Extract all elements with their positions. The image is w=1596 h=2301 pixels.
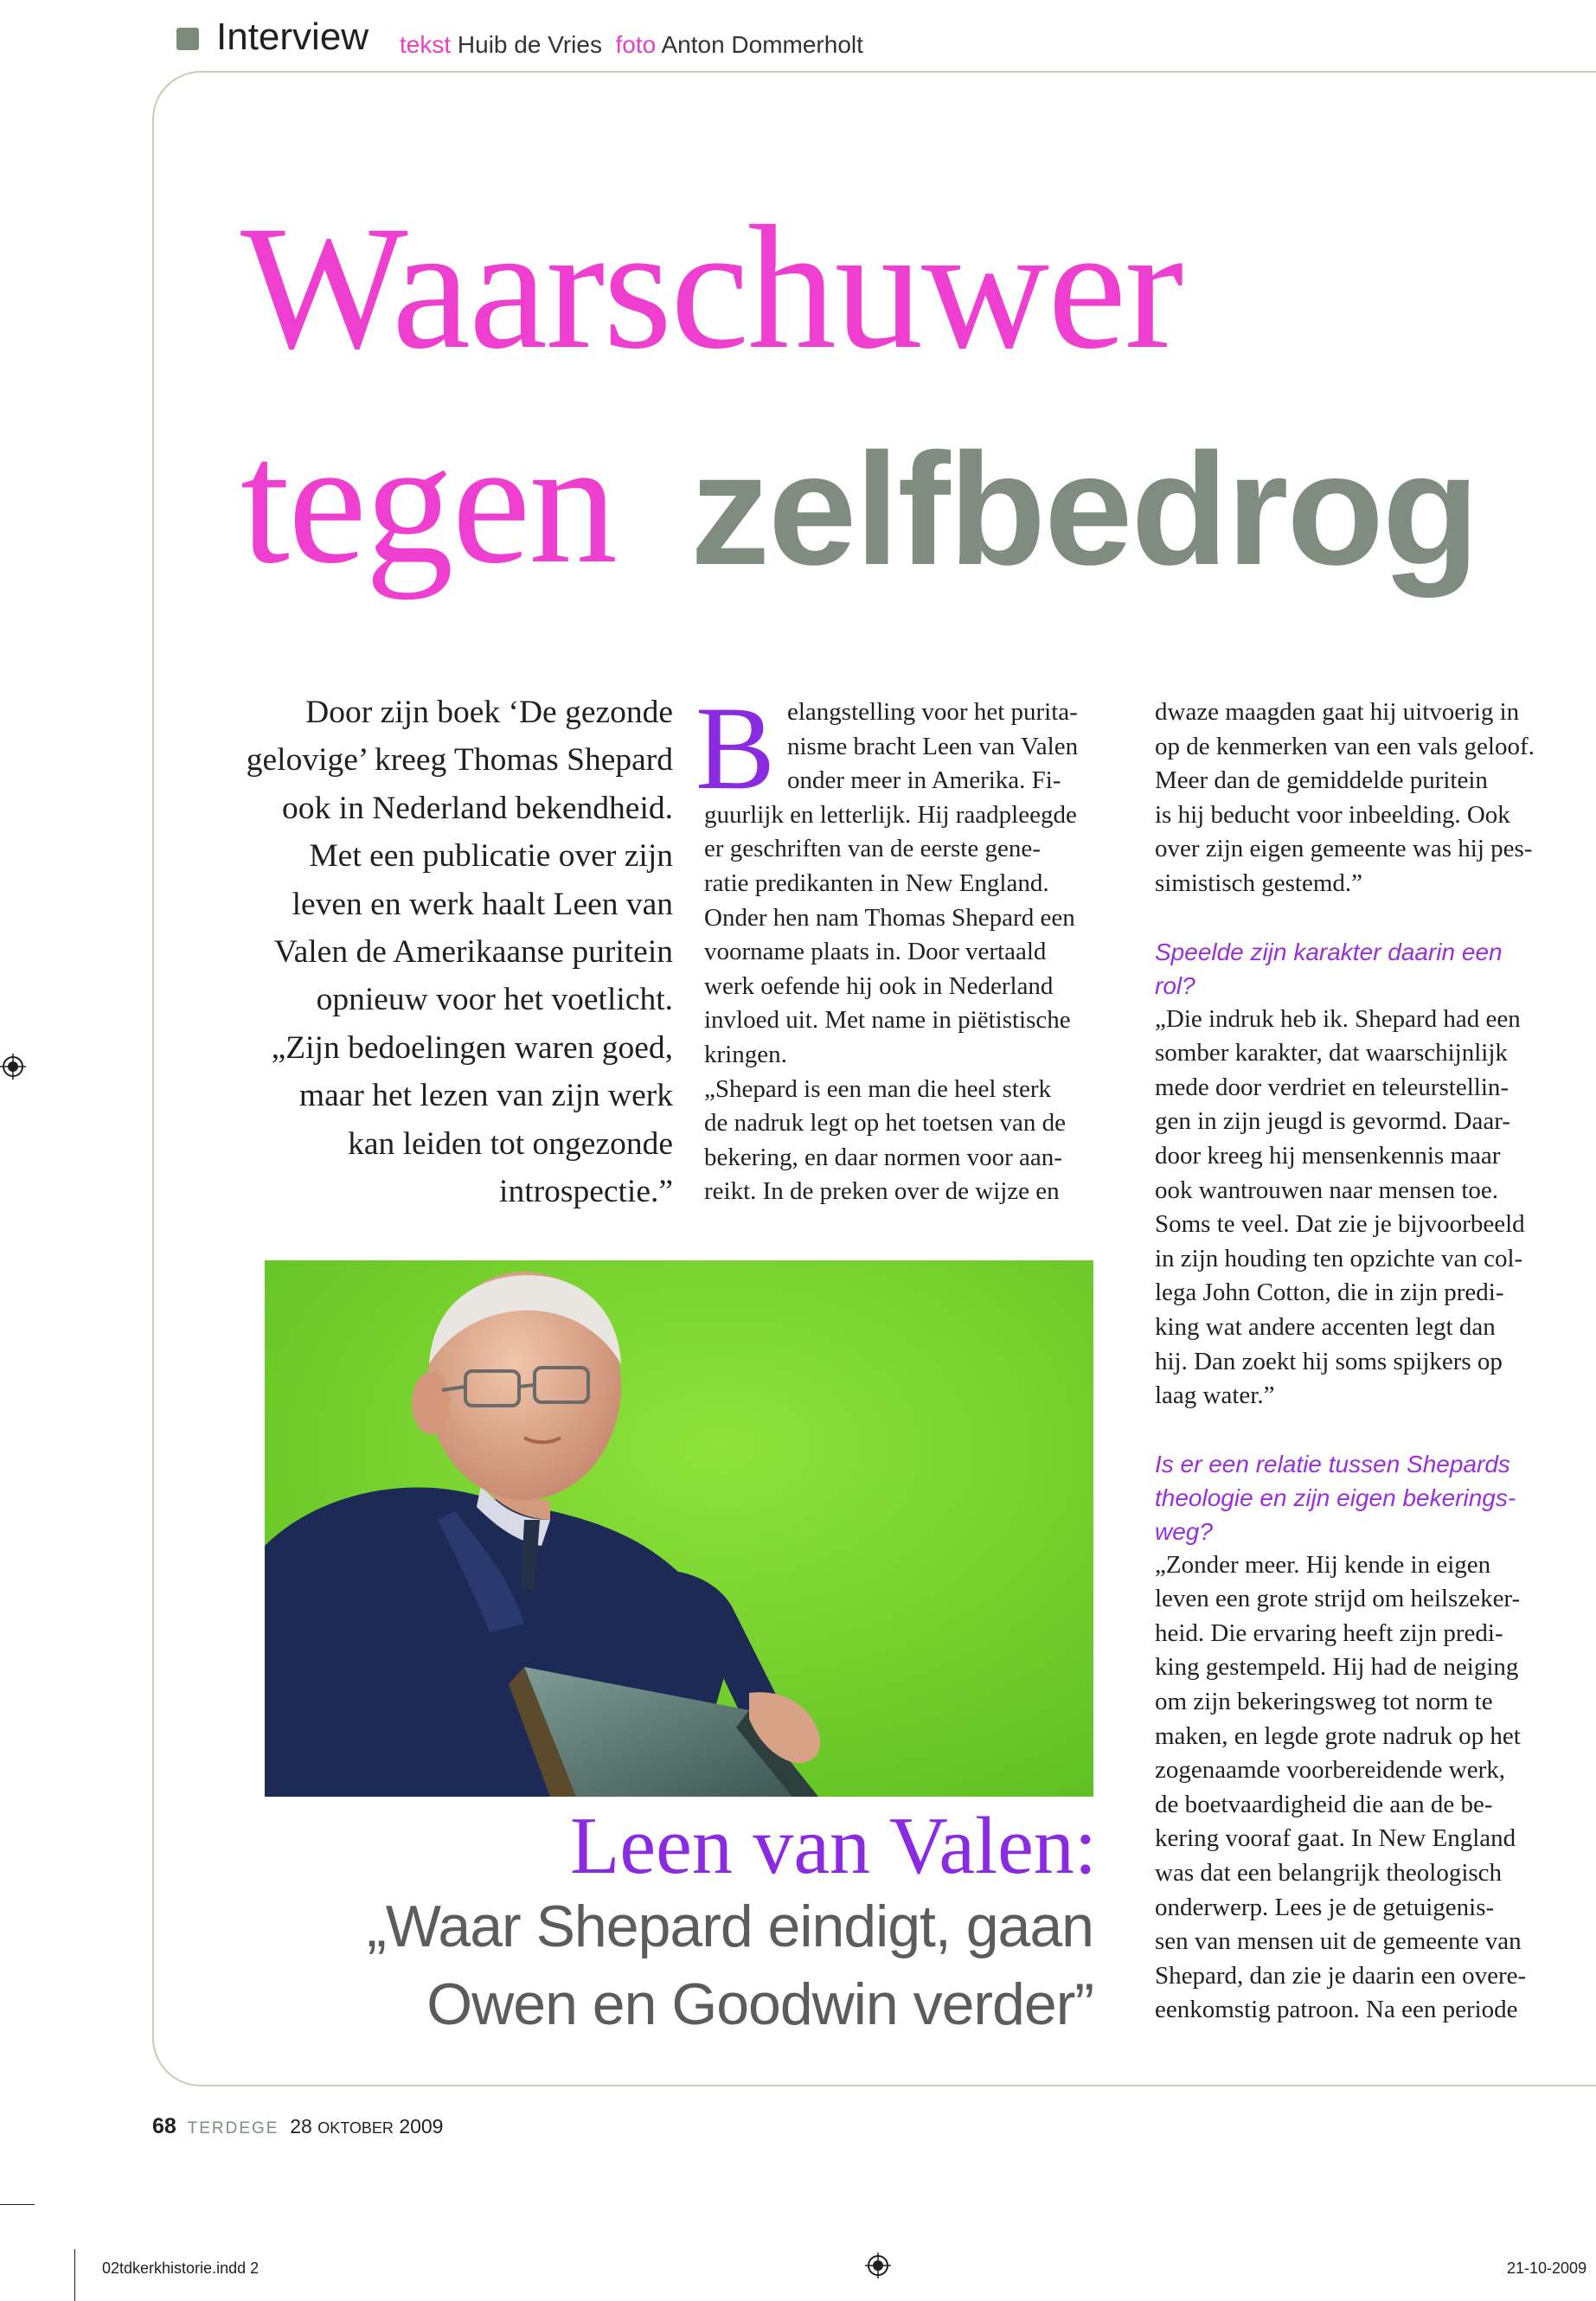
body-line: was dat een belangrijk theologisch bbox=[1155, 1859, 1503, 1888]
body-line: ook wantrouwen naar mensen toe. bbox=[1155, 1176, 1499, 1204]
intro-line: gelovige’ kreeg Thomas Shepard bbox=[246, 742, 673, 779]
body-line: bekering, en daar normen voor aan- bbox=[704, 1143, 1062, 1171]
body-line: door kreeg hij mensenkennis maar bbox=[1155, 1141, 1501, 1170]
body-line: kringen. bbox=[704, 1040, 787, 1068]
section-label: Interview bbox=[216, 16, 369, 58]
body-line: is hij beducht voor inbeelding. Ook bbox=[1155, 800, 1510, 829]
interview-question: rol? bbox=[1155, 971, 1195, 999]
registration-mark-icon bbox=[865, 2253, 891, 2279]
caption-name: Leen van Valen: bbox=[569, 1801, 1097, 1891]
body-line: heid. Die ervaring heeft zijn predi- bbox=[1155, 1618, 1503, 1647]
headline-line-2a: tegen bbox=[240, 404, 616, 600]
body-line: Shepard, dan zie je daarin een overe- bbox=[1155, 1961, 1527, 1990]
intro-line: ook in Nederland bekendheid. bbox=[282, 790, 673, 826]
body-line: simistisch gestemd.” bbox=[1155, 868, 1363, 897]
body-line: om zijn bekeringsweg tot norm te bbox=[1155, 1688, 1493, 1716]
body-line: invloed uit. Met name in piëtistische bbox=[704, 1006, 1071, 1035]
photo-credit-label: foto bbox=[615, 31, 657, 58]
body-line: Meer dan de gemiddelde puritein bbox=[1155, 766, 1488, 795]
intro-line: Met een publicatie over zijn bbox=[309, 838, 673, 875]
body-column-2 bbox=[695, 682, 1125, 1209]
date-day: 28 bbox=[290, 2115, 312, 2138]
page-footer bbox=[152, 2114, 443, 2139]
body-line: sen van mensen uit de gemeente van bbox=[1155, 1927, 1522, 1956]
intro-line: Door zijn boek ‘De gezonde bbox=[305, 695, 673, 730]
body-line: de nadruk legt op het toetsen van de bbox=[704, 1109, 1066, 1138]
intro-line: kan leiden tot ongezonde bbox=[348, 1125, 673, 1162]
body-line: onderwerp. Lees je de getuigenis- bbox=[1155, 1893, 1495, 1921]
interview-question: weg? bbox=[1155, 1517, 1213, 1545]
magazine-name: TERDEGE bbox=[187, 2119, 279, 2138]
caption-quote-line-1: „Waar Shepard eindigt, gaan bbox=[367, 1894, 1093, 1959]
body-line: ratie predikanten in New England. bbox=[704, 868, 1049, 897]
body-line: leven een grote strijd om heilszeker- bbox=[1155, 1585, 1521, 1613]
headline-line-1: Waarschuwer bbox=[240, 189, 1183, 386]
body-line: Soms te veel. Dat zie je bijvoorbeeld bbox=[1155, 1210, 1525, 1239]
slug-filename: 02tdkerkhistorie.indd 2 bbox=[102, 2259, 260, 2277]
body-line: dwaze maagden gaat hij uitvoerig in bbox=[1155, 698, 1520, 726]
body-line: lega John Cotton, die in zijn predi- bbox=[1155, 1279, 1504, 1307]
interview-question: Speelde zijn karakter daarin een bbox=[1155, 938, 1503, 965]
body-line: „Die indruk heb ik. Shepard had een bbox=[1155, 1004, 1521, 1033]
interview-question: Is er een relatie tussen Shepards bbox=[1155, 1450, 1510, 1477]
trim-mark bbox=[74, 2249, 75, 2301]
intro-paragraph bbox=[199, 689, 673, 1215]
interview-question: theologie en zijn eigen bekerings- bbox=[1155, 1484, 1516, 1511]
body-line: hij. Dan zoekt hij soms spijkers op bbox=[1155, 1347, 1503, 1375]
body-line: kering vooraf gaat. In New England bbox=[1155, 1824, 1516, 1853]
intro-line: introspectie.” bbox=[499, 1174, 673, 1210]
body-line: eenkomstig patroon. Na een periode bbox=[1155, 1996, 1518, 2024]
text-credit-label: tekst bbox=[400, 31, 452, 58]
body-column-3 bbox=[1155, 695, 1579, 2028]
intro-line: maar het lezen van zijn werk bbox=[298, 1078, 673, 1114]
date-year: 2009 bbox=[399, 2115, 444, 2138]
body-line: „Shepard is een man die heel sterk bbox=[704, 1074, 1052, 1103]
body-line: „Zonder meer. Hij kende in eigen bbox=[1155, 1550, 1491, 1579]
intro-line: leven en werk haalt Leen van bbox=[292, 886, 673, 922]
body-line: Onder hen nam Thomas Shepard een bbox=[704, 903, 1075, 932]
body-line: onder meer in Amerika. Fi- bbox=[787, 766, 1061, 795]
body-line: elangstelling voor het purita- bbox=[787, 698, 1078, 726]
body-line: gen in zijn jeugd is gevormd. Daar- bbox=[1155, 1107, 1510, 1136]
caption-quote-line-2: Owen en Goodwin verder” bbox=[426, 1971, 1093, 2037]
body-line: maken, en legde grote nadruk op het bbox=[1155, 1721, 1521, 1750]
body-line: over zijn eigen gemeente was hij pes- bbox=[1155, 835, 1533, 863]
body-line: reikt. In de preken over de wijze en bbox=[704, 1177, 1060, 1206]
body-line: er geschriften van de eerste gene- bbox=[704, 835, 1041, 863]
body-line: somber karakter, dat waarschijnlijk bbox=[1155, 1039, 1508, 1067]
body-line: op de kenmerken van een vals geloof. bbox=[1155, 732, 1535, 760]
credits bbox=[400, 31, 863, 59]
date-month: OKTOBER bbox=[317, 2119, 394, 2137]
headline-line-2b: zelfbedrog bbox=[690, 420, 1478, 598]
body-line: guurlijk en letterlijk. Hij raadpleegde bbox=[704, 800, 1077, 829]
registration-mark-icon bbox=[0, 1054, 26, 1080]
portrait-photo bbox=[265, 1260, 1093, 1797]
trim-mark bbox=[0, 2204, 35, 2205]
intro-line: opnieuw voor het voetlicht. bbox=[316, 982, 673, 1018]
body-line: king wat andere accenten legt dan bbox=[1155, 1312, 1496, 1341]
author-name: Huib de Vries bbox=[457, 31, 602, 58]
body-line: de boetvaardigheid die aan de be- bbox=[1155, 1790, 1493, 1818]
intro-line: Valen de Amerikaanse puritein bbox=[273, 934, 673, 971]
body-line: werk oefende hij ook in Nederland bbox=[704, 971, 1054, 1000]
body-line: in zijn houding ten opzichte van col- bbox=[1155, 1244, 1523, 1272]
body-line: mede door verdriet en teleurstellin- bbox=[1155, 1073, 1509, 1101]
page-number: 68 bbox=[152, 2114, 176, 2138]
body-line: voorname plaats in. Door vertaald bbox=[704, 938, 1047, 966]
intro-line: „Zijn bedoelingen waren goed, bbox=[271, 1029, 673, 1066]
photographer-name: Anton Dommerholt bbox=[661, 31, 863, 58]
section-square-icon bbox=[176, 28, 199, 50]
body-line: laag water.” bbox=[1155, 1381, 1275, 1410]
body-line: nisme bracht Leen van Valen bbox=[787, 732, 1079, 760]
slug-date: 21-10-2009 bbox=[1507, 2259, 1587, 2277]
body-line: king gestempeld. Hij had de neiging bbox=[1155, 1653, 1519, 1682]
drop-cap: B bbox=[695, 682, 776, 814]
body-line: zogenaamde voorbereidende werk, bbox=[1155, 1756, 1505, 1785]
